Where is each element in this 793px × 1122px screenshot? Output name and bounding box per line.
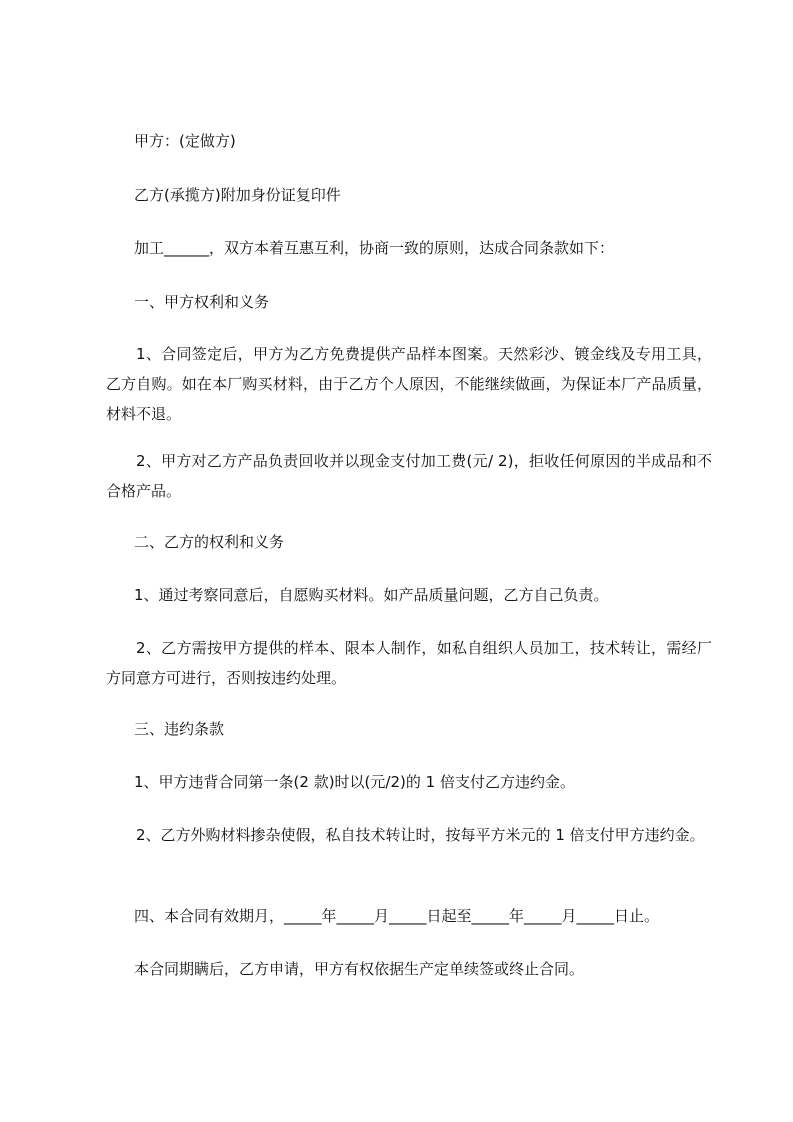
- section-2-item-1: 1、通过考察同意后，自愿购买材料。如产品质量问题，乙方自己负责。: [134, 586, 609, 604]
- party-b-line: 乙方(承揽方)附加身份证复印件: [134, 186, 341, 204]
- section-2-item-2: 2、乙方需按甲方提供的样本、限本人制作，如私自组织人员加工，技术转让，需经厂方同意方可进行，否则按违约处理。: [106, 639, 712, 687]
- section-3-item-1: 1、甲方违背合同第一条(2 款)时以(元/2)的 1 倍支付乙方违约金。: [134, 773, 575, 791]
- section-2-heading: 二、乙方的权利和义务: [134, 533, 285, 551]
- intro-line: 加工______，双方本着互惠互利，协商一致的原则，达成合同条款如下：: [134, 239, 615, 257]
- section-3-heading: 三、违约条款: [134, 720, 225, 738]
- section-1-item-1: 1、合同签定后，甲方为乙方免费提供产品样本图案。天然彩沙、镀金线及专用工具，乙方自购。如在本厂购买材料，由于乙方个人原因，不能继续做画，为保证本厂产品质量，材料不退。: [106, 345, 712, 423]
- section-4-heading: 四、本合同有效期月，_____年_____月_____日起至_____年_____月_____日止。: [134, 907, 660, 925]
- section-1-item-2: 2、甲方对乙方产品负责回收并以现金支付加工费(元/ 2)，拒收任何原因的半成品和不合格产品。: [106, 452, 712, 500]
- party-a-line: 甲方：(定做方): [134, 132, 236, 150]
- section-3-item-2: 2、乙方外购材料掺杂使假，私自技术转让时，按每平方米元的 1 倍支付甲方违约金。: [136, 826, 705, 844]
- closing-line: 本合同期瞒后，乙方申请，甲方有权依据生产定单续签或终止合同。: [134, 960, 585, 978]
- section-1-heading: 一、甲方权利和义务: [134, 293, 270, 311]
